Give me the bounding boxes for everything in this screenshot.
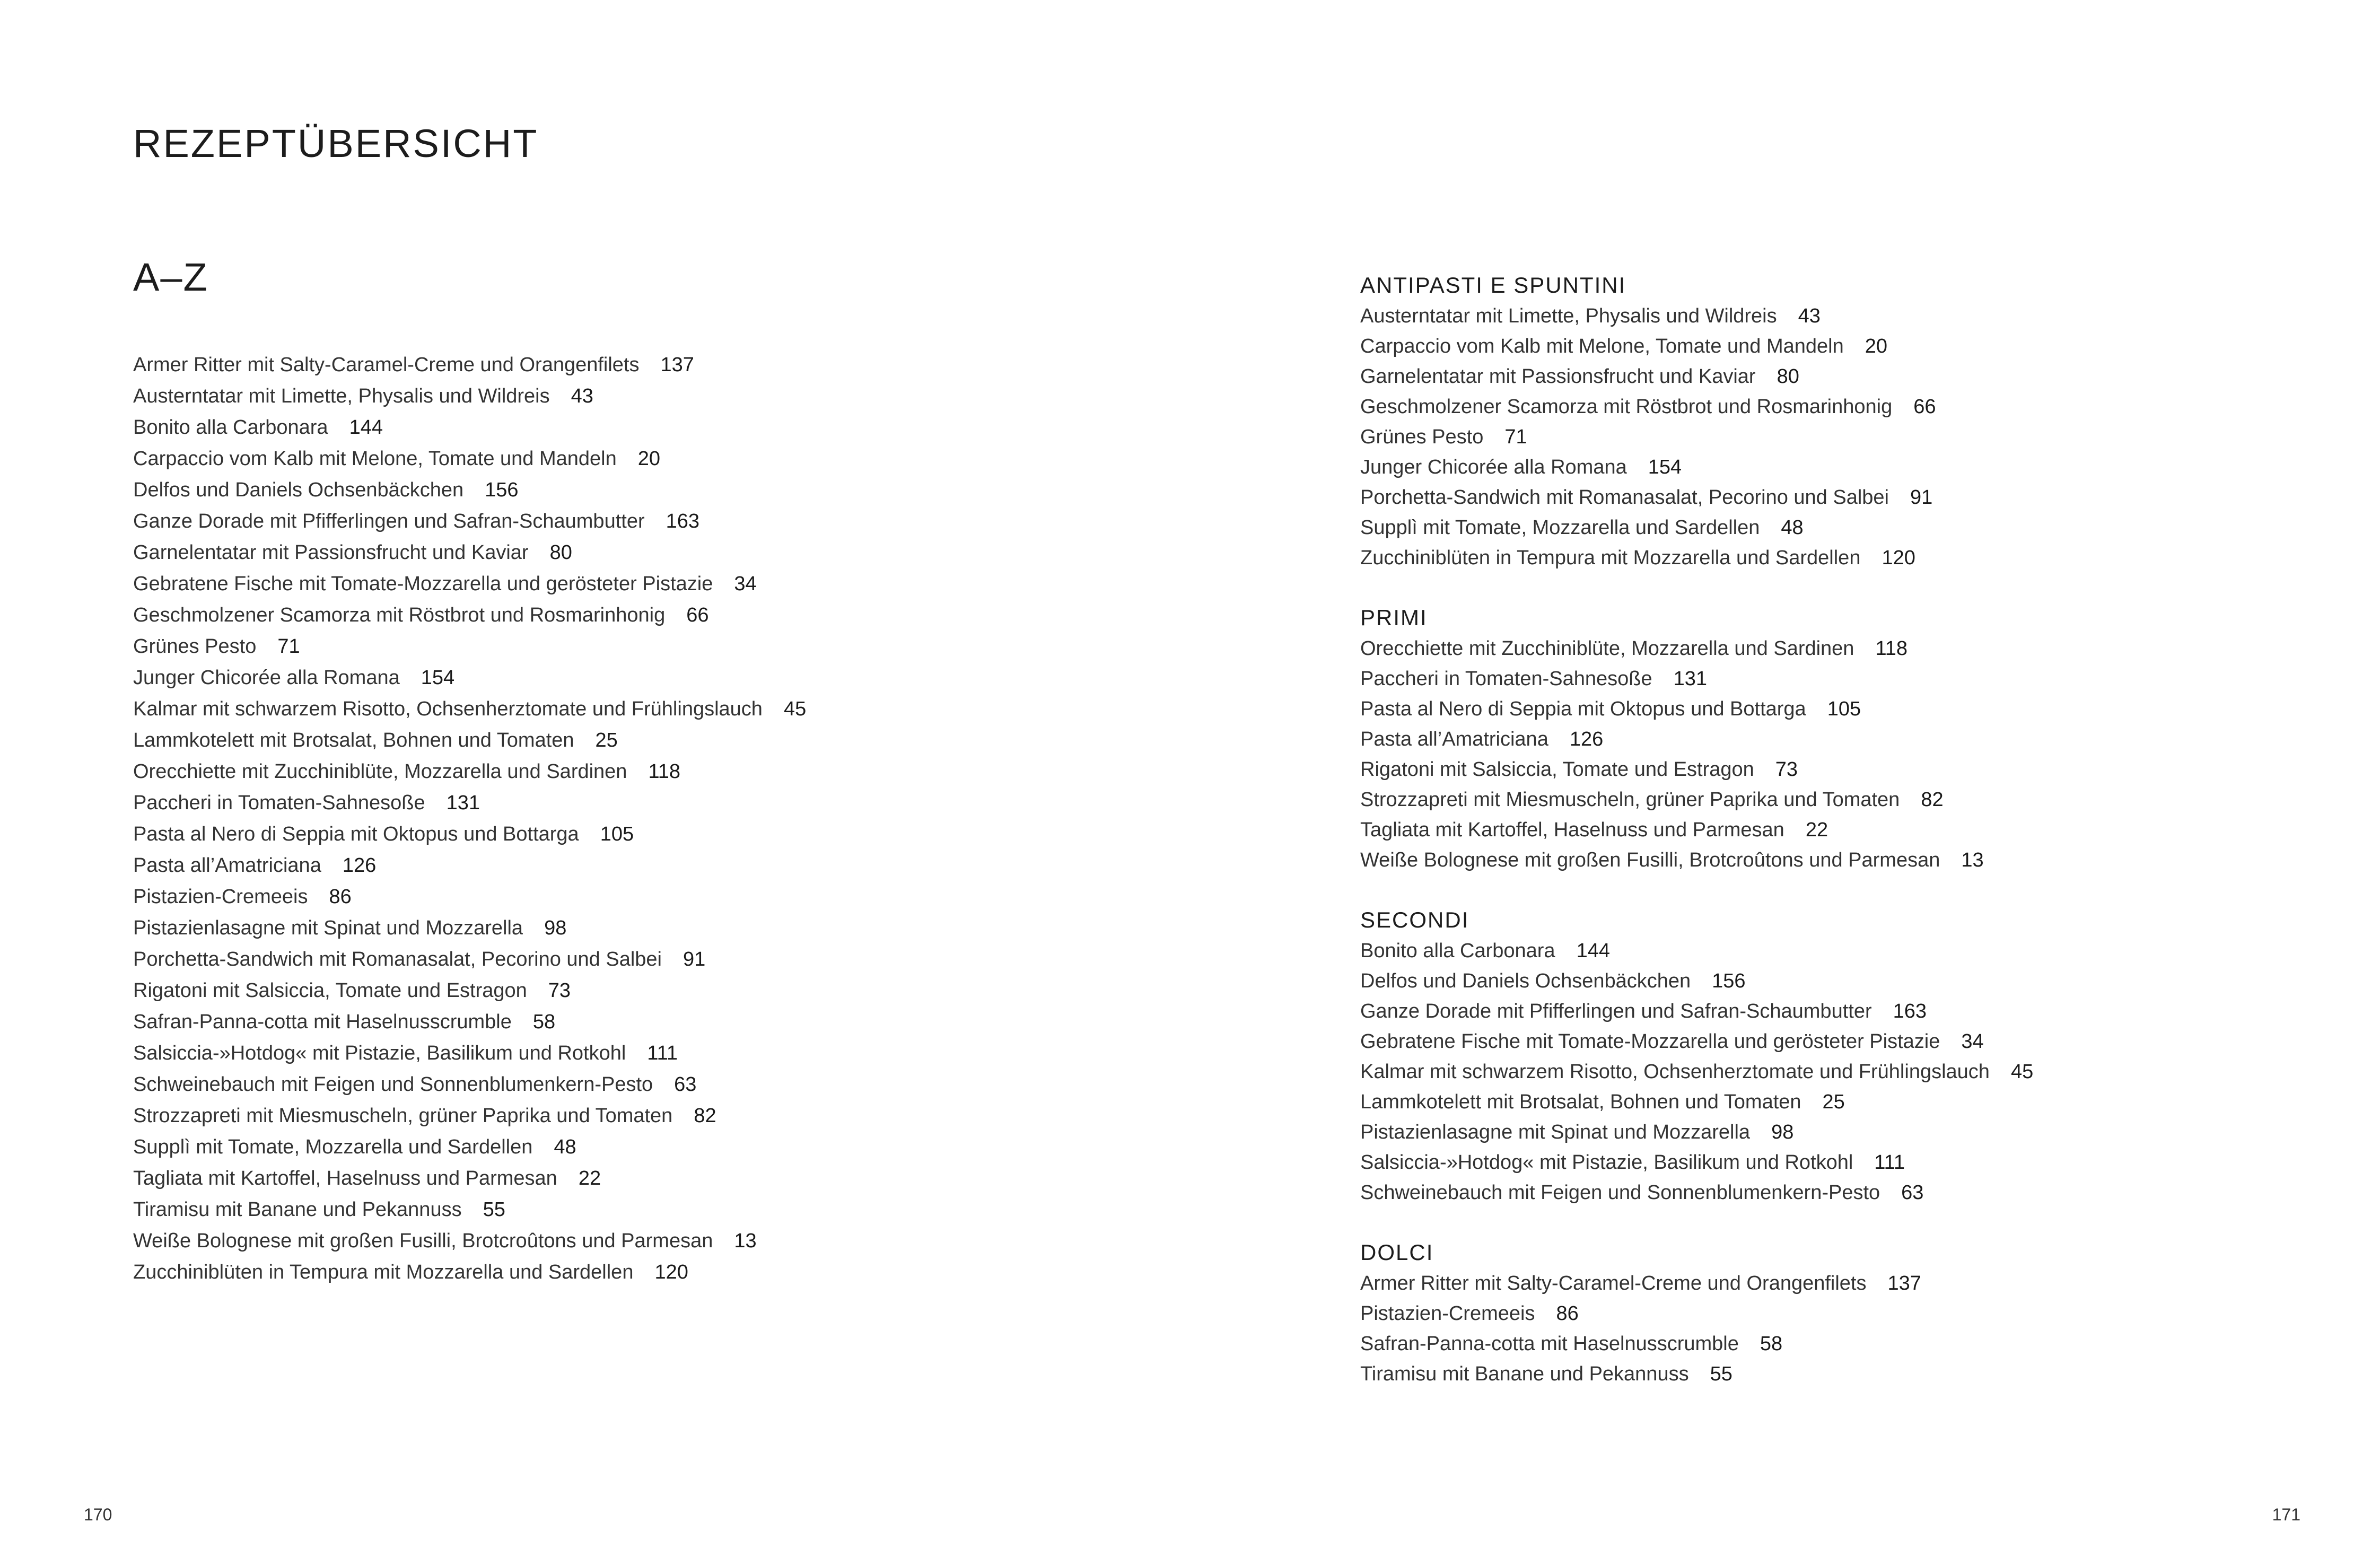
recipe-entry xyxy=(1360,1329,2033,1359)
recipe-entry xyxy=(133,381,806,412)
recipe-name: Gebratene Fische mit Tomate-Mozzarella und gerösteter Pistazie xyxy=(1360,1030,1940,1053)
recipe-page-number: 156 xyxy=(485,479,519,501)
recipe-entry xyxy=(133,725,806,756)
recipe-name: Pistazien-Cremeeis xyxy=(1360,1302,1535,1325)
recipe-name: Ganze Dorade mit Pfifferlingen und Safran-Schaumbutter xyxy=(133,510,645,532)
category-recipe-list xyxy=(1360,1268,2033,1389)
recipe-page-number: 48 xyxy=(1781,517,1804,539)
recipe-page-number: 86 xyxy=(1556,1302,1579,1325)
recipe-page-number: 137 xyxy=(1887,1272,1921,1294)
recipe-entry xyxy=(133,913,806,944)
recipe-page-number: 144 xyxy=(349,416,383,439)
recipe-name: Tagliata mit Kartoffel, Haselnuss und Parmesan xyxy=(1360,819,1784,841)
recipe-name: Austerntatar mit Limette, Physalis und Wildreis xyxy=(133,385,550,407)
recipe-name: Armer Ritter mit Salty-Caramel-Creme und Orangenfilets xyxy=(1360,1272,1867,1294)
recipe-page-number: 34 xyxy=(734,573,757,595)
recipe-page-number: 34 xyxy=(1961,1030,1984,1053)
recipe-name: Supplì mit Tomate, Mozzarella und Sardellen xyxy=(133,1136,533,1158)
recipe-page-number: 86 xyxy=(329,886,352,908)
recipe-name: Junger Chicorée alla Romana xyxy=(1360,456,1627,478)
recipe-name: Delfos und Daniels Ochsenbäckchen xyxy=(1360,970,1691,992)
recipe-page-number: 131 xyxy=(446,792,480,814)
recipe-name: Kalmar mit schwarzem Risotto, Ochsenherztomate und Frühlingslauch xyxy=(1360,1061,1990,1083)
recipe-name: Porchetta-Sandwich mit Romanasalat, Pecorino und Salbei xyxy=(133,948,662,970)
recipe-entry xyxy=(1360,845,2033,876)
recipe-page-number: 126 xyxy=(1569,728,1604,750)
recipe-page-number: 163 xyxy=(666,510,700,532)
recipe-entry xyxy=(1360,1117,2033,1148)
recipe-page-number: 105 xyxy=(1827,698,1861,720)
recipe-name: Gebratene Fische mit Tomate-Mozzarella und gerösteter Pistazie xyxy=(133,573,713,595)
recipe-entry xyxy=(1360,634,2033,664)
recipe-entry xyxy=(133,1226,806,1257)
category-section xyxy=(1360,601,2033,876)
recipe-name: Pistazienlasagne mit Spinat und Mozzarella xyxy=(1360,1121,1751,1143)
page-title: REZEPTÜBERSICHT xyxy=(133,121,539,165)
recipe-name: Geschmolzener Scamorza mit Röstbrot und Rosmarinhonig xyxy=(133,604,666,626)
category-heading: ANTIPASTI E SPUNTINI xyxy=(1360,273,1626,298)
recipe-entry xyxy=(133,475,806,506)
category-recipe-list xyxy=(1360,936,2033,1208)
recipe-page-number: 156 xyxy=(1712,970,1746,992)
recipe-entry xyxy=(1360,452,2033,483)
recipe-name: Armer Ritter mit Salty-Caramel-Creme und Orangenfilets xyxy=(133,354,640,376)
recipe-entry xyxy=(133,412,806,443)
recipe-page-number: 45 xyxy=(783,698,807,720)
recipe-name: Safran-Panna-cotta mit Haselnusscrumble xyxy=(1360,1333,1739,1355)
recipe-entry xyxy=(1360,513,2033,543)
recipe-page-number: 63 xyxy=(674,1073,697,1096)
recipe-page-number: 111 xyxy=(1874,1151,1905,1174)
recipe-page-number: 144 xyxy=(1576,940,1610,962)
recipe-entry xyxy=(133,1100,806,1132)
recipe-entry xyxy=(133,756,806,788)
recipe-entry xyxy=(133,1257,806,1288)
recipe-name: Safran-Panna-cotta mit Haselnusscrumble xyxy=(133,1011,512,1033)
az-recipe-list xyxy=(133,349,806,1288)
recipe-page-number: 48 xyxy=(554,1136,576,1158)
recipe-page-number: 20 xyxy=(637,448,661,470)
recipe-page-number: 43 xyxy=(571,385,593,407)
page-number-right: 171 xyxy=(2272,1505,2300,1524)
recipe-entry xyxy=(1360,331,2033,362)
recipe-page-number: 91 xyxy=(682,948,706,970)
recipe-name: Pasta al Nero di Seppia mit Oktopus und Bottarga xyxy=(133,823,579,845)
recipe-entry xyxy=(133,850,806,881)
recipe-entry xyxy=(133,568,806,600)
recipe-name: Delfos und Daniels Ochsenbäckchen xyxy=(133,479,464,501)
recipe-name: Carpaccio vom Kalb mit Melone, Tomate und Mandeln xyxy=(1360,335,1844,357)
recipe-entry xyxy=(1360,483,2033,513)
recipe-name: Geschmolzener Scamorza mit Röstbrot und Rosmarinhonig xyxy=(1360,396,1893,418)
recipe-entry xyxy=(1360,1299,2033,1329)
recipe-entry xyxy=(1360,301,2033,331)
recipe-entry xyxy=(133,349,806,381)
recipe-name: Kalmar mit schwarzem Risotto, Ochsenherztomate und Frühlingslauch xyxy=(133,698,763,720)
recipe-entry xyxy=(1360,1178,2033,1208)
recipe-name: Zucchiniblüten in Tempura mit Mozzarella und Sardellen xyxy=(133,1261,634,1283)
recipe-page-number: 73 xyxy=(548,979,571,1002)
recipe-page-number: 80 xyxy=(549,541,572,564)
category-section xyxy=(1360,269,2033,573)
category-section xyxy=(1360,904,2033,1208)
category-recipe-list xyxy=(1360,634,2033,876)
recipe-page-number: 163 xyxy=(1893,1000,1927,1022)
recipe-name: Schweinebauch mit Feigen und Sonnenblumenkern-Pesto xyxy=(133,1073,653,1096)
recipe-name: Schweinebauch mit Feigen und Sonnenblumenkern-Pesto xyxy=(1360,1182,1880,1204)
recipe-page-number: 13 xyxy=(1961,849,1984,871)
recipe-entry xyxy=(1360,1268,2033,1299)
recipe-name: Paccheri in Tomaten-Sahnesoße xyxy=(1360,668,1652,690)
recipe-page-number: 126 xyxy=(342,854,377,877)
recipe-name: Rigatoni mit Salsiccia, Tomate und Estragon xyxy=(133,979,527,1002)
recipe-page-number: 25 xyxy=(1822,1091,1845,1113)
recipe-name: Bonito alla Carbonara xyxy=(133,416,328,439)
recipe-name: Tagliata mit Kartoffel, Haselnuss und Parmesan xyxy=(133,1167,557,1189)
recipe-page-number: 25 xyxy=(595,729,618,751)
recipe-entry xyxy=(133,975,806,1007)
recipe-entry xyxy=(1360,422,2033,452)
recipe-entry xyxy=(1360,543,2033,573)
recipe-page-number: 120 xyxy=(1882,547,1915,569)
recipe-name: Zucchiniblüten in Tempura mit Mozzarella und Sardellen xyxy=(1360,547,1861,569)
recipe-entry xyxy=(1360,815,2033,845)
recipe-entry xyxy=(1360,392,2033,422)
recipe-name: Pasta all’Amatriciana xyxy=(1360,728,1548,750)
recipe-name: Lammkotelett mit Brotsalat, Bohnen und Tomaten xyxy=(1360,1091,1801,1113)
recipe-page-number: 55 xyxy=(483,1198,505,1221)
recipe-entry xyxy=(133,1163,806,1194)
recipe-page-number: 118 xyxy=(648,760,681,783)
recipe-name: Garnelentatar mit Passionsfrucht und Kaviar xyxy=(133,541,529,564)
recipe-page-number: 137 xyxy=(660,354,694,376)
recipe-name: Orecchiette mit Zucchiniblüte, Mozzarella und Sardinen xyxy=(1360,637,1854,660)
recipe-name: Strozzapreti mit Miesmuscheln, grüner Paprika und Tomaten xyxy=(133,1105,673,1127)
recipe-page-number: 120 xyxy=(654,1261,688,1283)
page-number-left: 170 xyxy=(84,1505,112,1524)
recipe-entry xyxy=(133,819,806,850)
right-page xyxy=(1190,0,2380,1566)
recipe-entry xyxy=(133,537,806,568)
recipe-name: Austerntatar mit Limette, Physalis und Wildreis xyxy=(1360,305,1777,327)
recipe-name: Porchetta-Sandwich mit Romanasalat, Pecorino und Salbei xyxy=(1360,486,1889,509)
recipe-entry xyxy=(1360,1027,2033,1057)
recipe-entry xyxy=(133,1007,806,1038)
recipe-name: Tiramisu mit Banane und Pekannuss xyxy=(1360,1363,1689,1385)
recipe-name: Salsiccia-»Hotdog« mit Pistazie, Basilikum und Rotkohl xyxy=(1360,1151,1853,1174)
recipe-page-number: 105 xyxy=(600,823,634,845)
recipe-name: Pistazien-Cremeeis xyxy=(133,886,308,908)
recipe-page-number: 73 xyxy=(1775,758,1798,781)
recipe-page-number: 71 xyxy=(1504,426,1527,448)
recipe-page-number: 43 xyxy=(1798,305,1821,327)
recipe-page-number: 63 xyxy=(1901,1182,1924,1204)
recipe-page-number: 91 xyxy=(1910,486,1933,509)
recipe-name: Supplì mit Tomate, Mozzarella und Sardellen xyxy=(1360,517,1760,539)
recipe-page-number: 71 xyxy=(277,635,300,658)
recipe-entry xyxy=(1360,1148,2033,1178)
category-heading: DOLCI xyxy=(1360,1240,1434,1265)
recipe-page-number: 111 xyxy=(647,1042,678,1064)
recipe-page-number: 154 xyxy=(421,667,455,689)
recipe-name: Pasta al Nero di Seppia mit Oktopus und Bottarga xyxy=(1360,698,1806,720)
recipe-page-number: 45 xyxy=(2010,1061,2034,1083)
recipe-page-number: 58 xyxy=(532,1011,556,1033)
recipe-name: Ganze Dorade mit Pfifferlingen und Safran-Schaumbutter xyxy=(1360,1000,1872,1022)
recipe-page-number: 55 xyxy=(1710,1363,1732,1385)
recipe-page-number: 82 xyxy=(1921,789,1944,811)
recipe-name: Carpaccio vom Kalb mit Melone, Tomate und Mandeln xyxy=(133,448,617,470)
recipe-name: Pistazienlasagne mit Spinat und Mozzarella xyxy=(133,917,523,939)
recipe-entry xyxy=(133,1038,806,1069)
recipe-entry xyxy=(133,600,806,631)
recipe-entry xyxy=(1360,664,2033,694)
recipe-page-number: 22 xyxy=(1805,819,1828,841)
recipe-name: Weiße Bolognese mit großen Fusilli, Brotcroûtons und Parmesan xyxy=(133,1230,713,1252)
recipe-page-number: 118 xyxy=(1875,637,1908,660)
recipe-name: Pasta all’Amatriciana xyxy=(133,854,321,877)
recipe-entry xyxy=(133,881,806,913)
recipe-page-number: 82 xyxy=(694,1105,716,1127)
recipe-page-number: 98 xyxy=(544,917,567,939)
recipe-page-number: 13 xyxy=(734,1230,757,1252)
recipe-page-number: 58 xyxy=(1760,1333,1783,1355)
recipe-entry xyxy=(133,1069,806,1100)
recipe-page-number: 22 xyxy=(578,1167,601,1189)
category-heading: SECONDI xyxy=(1360,907,1469,932)
recipe-entry xyxy=(133,694,806,725)
recipe-name: Paccheri in Tomaten-Sahnesoße xyxy=(133,792,425,814)
category-heading: PRIMI xyxy=(1360,605,1428,630)
category-recipe-list xyxy=(1360,301,2033,573)
recipe-entry xyxy=(1360,694,2033,724)
recipe-page-number: 20 xyxy=(1865,335,1888,357)
recipe-name: Garnelentatar mit Passionsfrucht und Kaviar xyxy=(1360,365,1756,388)
recipe-name: Junger Chicorée alla Romana xyxy=(133,667,400,689)
recipe-entry xyxy=(1360,1359,2033,1389)
recipe-page-number: 66 xyxy=(686,604,709,626)
recipe-entry xyxy=(133,1132,806,1163)
recipe-entry xyxy=(133,944,806,975)
recipe-page-number: 80 xyxy=(1777,365,1799,388)
recipe-name: Grünes Pesto xyxy=(133,635,257,658)
recipe-name: Lammkotelett mit Brotsalat, Bohnen und Tomaten xyxy=(133,729,574,751)
recipe-entry xyxy=(133,631,806,662)
recipe-entry xyxy=(133,1194,806,1226)
recipe-page-number: 98 xyxy=(1771,1121,1794,1143)
recipe-entry xyxy=(133,662,806,694)
recipe-entry xyxy=(1360,936,2033,966)
az-heading: A–Z xyxy=(133,255,208,299)
recipe-name: Bonito alla Carbonara xyxy=(1360,940,1555,962)
recipe-entry xyxy=(1360,1087,2033,1117)
recipe-name: Strozzapreti mit Miesmuscheln, grüner Paprika und Tomaten xyxy=(1360,789,1900,811)
recipe-entry xyxy=(133,506,806,537)
recipe-entry xyxy=(1360,1057,2033,1087)
recipe-entry xyxy=(1360,755,2033,785)
recipe-entry xyxy=(1360,724,2033,755)
category-column xyxy=(1360,269,2033,1418)
recipe-entry xyxy=(1360,785,2033,815)
recipe-entry xyxy=(1360,966,2033,996)
recipe-page-number: 131 xyxy=(1673,668,1708,690)
recipe-page-number: 154 xyxy=(1648,456,1682,478)
recipe-name: Grünes Pesto xyxy=(1360,426,1484,448)
recipe-entry xyxy=(133,788,806,819)
category-section xyxy=(1360,1236,2033,1389)
recipe-name: Rigatoni mit Salsiccia, Tomate und Estragon xyxy=(1360,758,1754,781)
recipe-entry xyxy=(1360,362,2033,392)
recipe-entry xyxy=(1360,996,2033,1027)
recipe-name: Salsiccia-»Hotdog« mit Pistazie, Basilikum und Rotkohl xyxy=(133,1042,626,1064)
recipe-name: Weiße Bolognese mit großen Fusilli, Brotcroûtons und Parmesan xyxy=(1360,849,1940,871)
recipe-name: Tiramisu mit Banane und Pekannuss xyxy=(133,1198,462,1221)
recipe-name: Orecchiette mit Zucchiniblüte, Mozzarella und Sardinen xyxy=(133,760,627,783)
recipe-entry xyxy=(133,443,806,475)
recipe-page-number: 66 xyxy=(1913,396,1936,418)
